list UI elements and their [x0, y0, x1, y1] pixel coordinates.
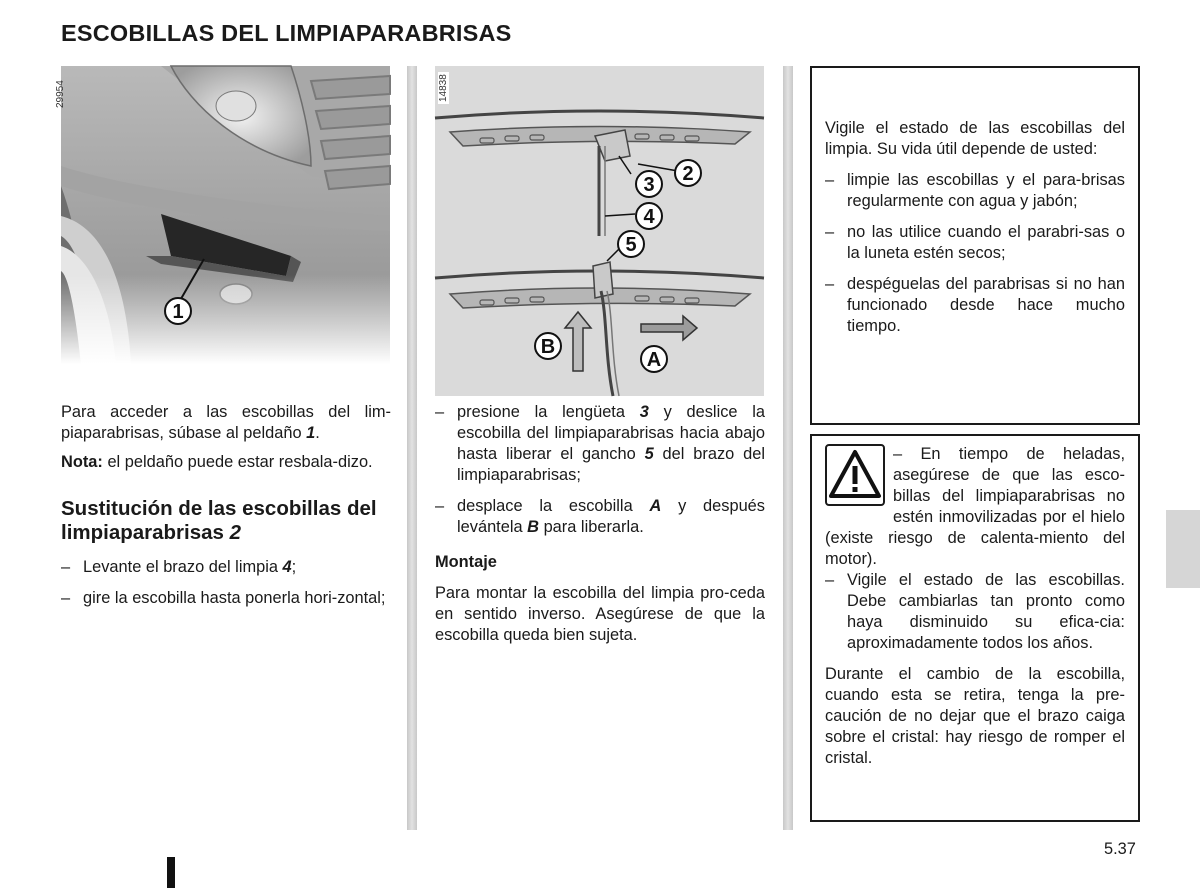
list-item: [61, 557, 391, 578]
column-left-text: [61, 402, 391, 609]
callout-1: 1: [172, 301, 184, 323]
dash: –: [435, 497, 445, 515]
figure-wiper-blade: [435, 66, 764, 396]
dash: –: [825, 275, 835, 293]
list-item-end: ;: [291, 558, 297, 576]
list-item-text: y después levántela: [457, 497, 765, 536]
list-item-ref: B: [527, 518, 540, 536]
intro-paragraph: [61, 402, 391, 444]
figure-code: 29954: [55, 80, 66, 108]
dash: –: [825, 223, 835, 241]
care-list-item-text: limpie las escobillas y el para-brisas regularmente con agua y jabón;: [847, 171, 1125, 210]
note-text: el peldaño puede estar resbala-dizo.: [102, 453, 373, 471]
dash: –: [61, 558, 71, 576]
callout-2: 2: [682, 163, 694, 185]
section-heading-ref: 2: [229, 521, 242, 544]
page-title: ESCOBILLAS DEL LIMPIAPARABRISAS: [61, 20, 512, 46]
warning-box: [810, 434, 1140, 822]
care-list-item: [825, 274, 1125, 337]
section-tab: [1166, 510, 1200, 588]
list-item-text: gire la escobilla hasta ponerla hori-zontal;: [83, 589, 386, 607]
dash: –: [825, 571, 835, 589]
column-middle-text: [435, 402, 765, 646]
dash: –: [435, 403, 445, 421]
callout-3: 3: [643, 174, 655, 196]
list-item-ref: 3: [639, 403, 649, 421]
list-item: [435, 496, 765, 538]
warning-list-item-text: Vigile el estado de las escobillas. Debe cambiarlas tan pronto como haya disminuido su efica-cia: aproximadamente todos los años.: [847, 571, 1125, 652]
list-item-text: y deslice la escobilla del limpiaparabrisas hacia abajo hasta liberar el gancho: [457, 403, 766, 463]
care-list-item: [825, 170, 1125, 212]
list-item-end: del brazo del limpiaparabrisas;: [457, 445, 765, 484]
note-paragraph: [61, 452, 391, 473]
callout-B: B: [540, 336, 556, 358]
list-item: [435, 402, 765, 486]
dash: –: [61, 589, 71, 607]
note-label: Nota:: [61, 453, 103, 471]
page-number: 5.37: [1104, 840, 1136, 858]
section-heading: [61, 497, 391, 545]
care-list-item: [825, 222, 1125, 264]
list-item-text: presione la lengüeta: [457, 403, 640, 421]
list-item-text: desplace la escobilla: [457, 497, 650, 515]
montaje-heading: Montaje: [435, 553, 497, 571]
intro-ref: 1: [306, 424, 316, 442]
figure-vehicle-front: [55, 66, 390, 364]
list-item-text: Levante el brazo del limpia: [83, 558, 283, 576]
warning-list-item-text: En tiempo de heladas, asegúrese de que las esco-billas del limpiaparabrisas no estén inmovilizadas por el hielo (existe riesgo de calenta-miento del motor).: [825, 445, 1125, 568]
callout-A: A: [646, 349, 662, 371]
crop-mark: [167, 857, 175, 888]
care-list-item-text: no las utilice cuando el parabri-sas o la luneta estén secos;: [847, 223, 1125, 262]
list-item-ref: A: [649, 497, 662, 515]
warning-list-item: [825, 570, 1125, 654]
figure-code: 14838: [438, 74, 449, 102]
dash: –: [825, 171, 835, 189]
dash: –: [893, 445, 903, 463]
warning-list-item: [825, 444, 1125, 570]
care-box: [810, 66, 1140, 425]
intro-text: Para acceder a las escobillas del lim-piaparabrisas, súbase al peldaño: [61, 403, 391, 442]
list-item: [61, 588, 391, 609]
callout-5: 5: [625, 234, 637, 256]
section-heading-text: Sustitución de las escobillas del limpiaparabrisas: [61, 497, 377, 544]
montaje-paragraph: Para montar la escobilla del limpia pro-ceda en sentido inverso. Asegúrese de que la escobilla queda bien sujeta.: [435, 584, 765, 644]
list-item-ref: 4: [282, 558, 292, 576]
callout-4: 4: [643, 206, 655, 228]
intro-end: .: [315, 424, 320, 442]
list-item-end: para liberarla.: [539, 518, 644, 536]
list-item-ref: 5: [644, 445, 654, 463]
care-intro: Vigile el estado de las escobillas del limpia. Su vida útil depende de usted:: [825, 119, 1125, 158]
care-list-item-text: despéguelas del parabrisas si no han funcionado desde hace mucho tiempo.: [847, 275, 1125, 335]
column-gutter-right: [783, 66, 793, 830]
warning-closing: Durante el cambio de la escobilla, cuando esta se retira, tenga la pre-caución de no dejar que el brazo caiga sobre el cristal: hay riesgo de romper el cristal.: [825, 665, 1125, 767]
column-gutter-left: [407, 66, 417, 830]
